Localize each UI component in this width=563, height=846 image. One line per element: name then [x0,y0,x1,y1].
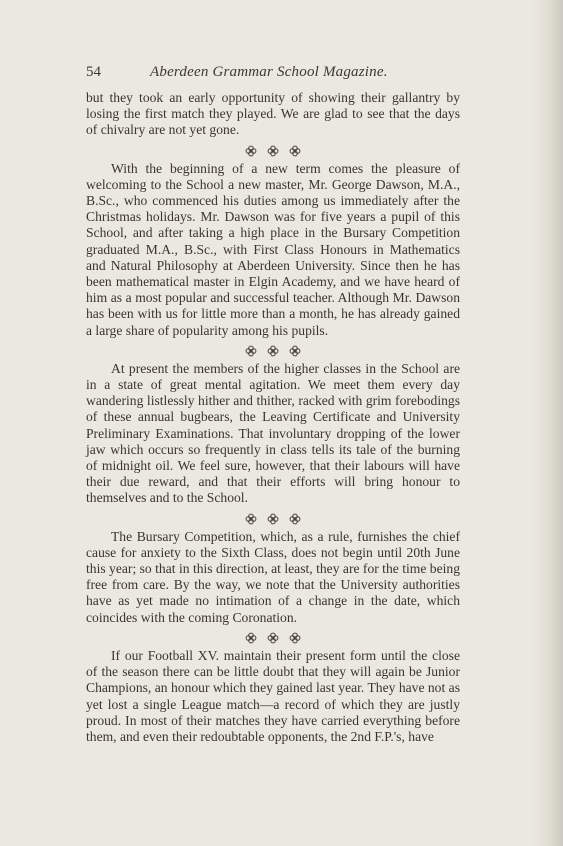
page-header [86,64,466,88]
section-divider [86,628,460,647]
page-number: 54 [86,64,101,80]
page-edge-shadow [533,0,563,846]
rosette-ornament-icon [289,145,301,157]
paragraph-new-master: With the beginning of a new term comes the pleasure of welcoming to the School a new master, Mr. George Dawson, M.A., B.Sc., who commenced his duties among us immediately after the Christmas holidays. Mr. Dawson was for five years a pupil of this School, and after taking a high place in the Bursary Competition graduated M.A., B.Sc., with First Class Honours in Mathematics and Natural Philosophy at Aberdeen University. Since then he has been mathematical master in Elgin Academy, and we have heard of him as a most popular and successful teacher. Although Mr. Dawson has been with us for little more than a month, he has already gained a large share of popularity among his pupils. [86,160,460,338]
rosette-ornament-icon [267,513,279,525]
rosette-ornament-icon [267,145,279,157]
paragraph-examinations: At present the members of the higher classes in the School are in a state of great mental agitation. We meet them every day wandering listlessly hither and thither, racked with grim forebodings of these annual bugbears, the Leaving Certificate and University Preliminary Examinations. That involuntary dropping of the lower jaw which occurs so frequently in class tells its tale of the burning of midnight oil. We feel sure, however, that their labours will have their due reward, and that their efforts will bring honour to themselves and to the School. [86,360,460,506]
rosette-ornament-icon [289,345,301,357]
article-body [86,90,460,745]
rosette-ornament-icon [289,513,301,525]
running-title: Aberdeen Grammar School Magazine. [150,64,388,80]
paragraph-chivalry: but they took an early opportunity of showing their gallantry by losing the first match they played. We are glad to see that the days of chivalry are not yet gone. [86,90,460,138]
rosette-ornament-icon [245,145,257,157]
rosette-ornament-icon [245,632,257,644]
section-divider [86,141,460,160]
section-divider [86,509,460,528]
rosette-ornament-icon [245,345,257,357]
rosette-ornament-icon [245,513,257,525]
section-divider [86,341,460,360]
rosette-ornament-icon [289,632,301,644]
paragraph-bursary-competition: The Bursary Competition, which, as a rule, furnishes the chief cause for anxiety to the Sixth Class, does not begin until 20th June this year; so that in this direction, at least, they are for the time being free from care. By the way, we note that the University authorities have as yet made no intimation of a change in the date, which coincides with the coming Coronation. [86,528,460,625]
rosette-ornament-icon [267,632,279,644]
rosette-ornament-icon [267,345,279,357]
paragraph-football: If our Football XV. maintain their present form until the close of the season there can be little doubt that they will again be Junior Champions, an honour which they gained last year. They have not as yet lost a single League match—a record of which they are justly proud. In most of their matches they have carried everything before them, and even their redoubtable opponents, the 2nd F.P.'s, have [86,647,460,744]
